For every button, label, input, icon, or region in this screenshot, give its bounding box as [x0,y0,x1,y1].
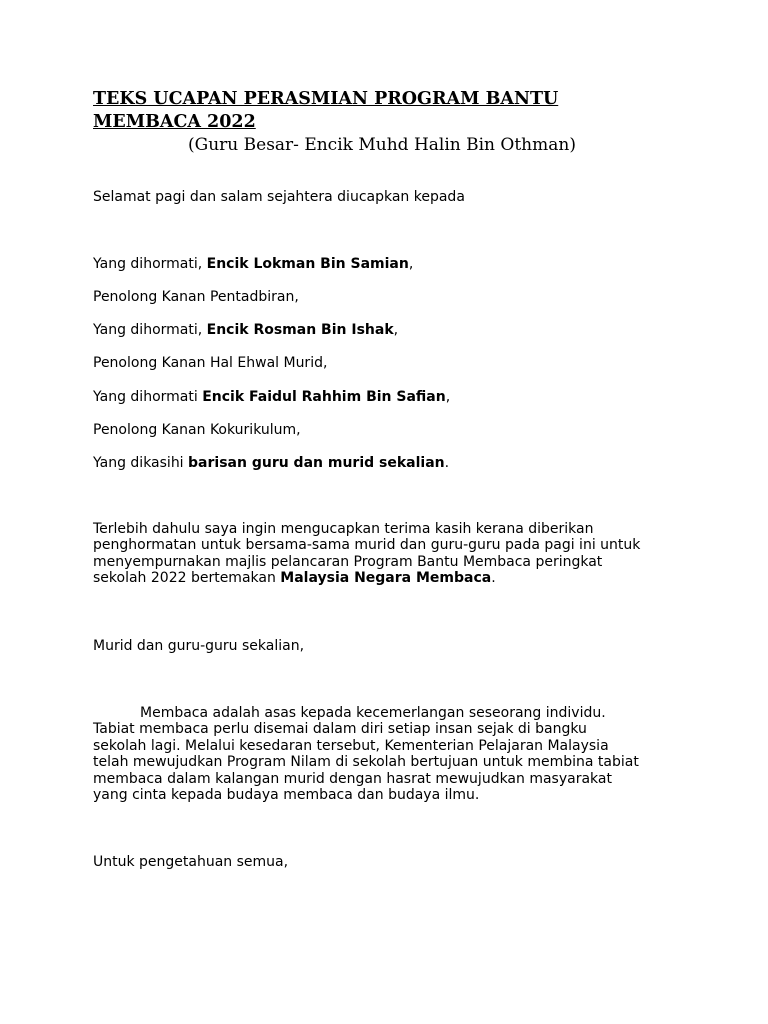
salutation-name: Encik Rosman Bin Ishak [206,322,394,338]
address-line: Murid dan guru-guru sekalian, [93,638,305,654]
body-line: telah mewujudkan Program Nilam di sekolah bertujuan untuk membina tabiat [93,754,639,771]
intro-line: penghormatan untuk bersama-sama murid dan guru-guru pada pagi ini untuk [93,537,641,554]
body-line: Tabiat membaca perlu disemai dalam diri setiap insan sejak di bangku [93,721,587,738]
salutation-name: Encik Faidul Rahhim Bin Safian [202,389,446,405]
body-line: Membaca adalah asas kepada kecemerlangan seseorang individu. [140,705,606,721]
salutation-suffix: , [445,389,451,405]
salutation-role-1: Penolong Kanan Pentadbiran, [93,289,299,305]
salutation-1 [93,256,413,272]
body-paragraph [93,705,639,803]
salutation-prefix: Yang dihormati, [93,322,207,338]
intro-line: sekolah 2022 bertemakan [93,570,281,587]
salutation-2 [93,322,398,338]
salutation-suffix: , [408,256,414,272]
salutation-4 [93,455,449,471]
document-subtitle: (Guru Besar- Encik Muhd Halin Bin Othman) [188,135,576,155]
salutation-name: Encik Lokman Bin Samian [206,256,409,272]
theme-name: Malaysia Negara Membaca [280,570,492,587]
closing-line: Untuk pengetahuan semua, [93,854,289,870]
salutation-prefix: Yang dikasihi [93,455,189,471]
salutation-role-2: Penolong Kanan Hal Ehwal Murid, [93,355,328,371]
body-line: sekolah lagi. Melalui kesedaran tersebut, Kementerian Pelajaran Malaysia [93,737,609,754]
body-line: membaca dalam kalangan murid dengan hasrat mewujudkan masyarakat [93,770,612,787]
salutation-name: barisan guru dan murid sekalian [188,455,445,471]
intro-line: Terlebih dahulu saya ingin mengucapkan terima kasih kerana diberikan [93,521,594,537]
salutation-suffix: , [393,322,399,338]
intro-suffix: . [491,570,496,587]
greeting: Selamat pagi dan salam sejahtera diucapkan kepada [93,189,465,205]
salutation-prefix: Yang dihormati, [93,256,207,272]
salutation-suffix: . [444,455,450,471]
document-title: TEKS UCAPAN PERASMIAN PROGRAM BANTU MEMBACA 2022 [93,89,559,132]
salutation-role-3: Penolong Kanan Kokurikulum, [93,422,301,438]
intro-line: menyempurnakan majlis pelancaran Program Bantu Membaca peringkat [93,553,603,570]
salutation-3 [93,389,450,405]
body-line: yang cinta kepada budaya membaca dan budaya ilmu. [93,787,480,804]
intro-paragraph [93,521,640,587]
salutation-prefix: Yang dihormati [93,389,203,405]
